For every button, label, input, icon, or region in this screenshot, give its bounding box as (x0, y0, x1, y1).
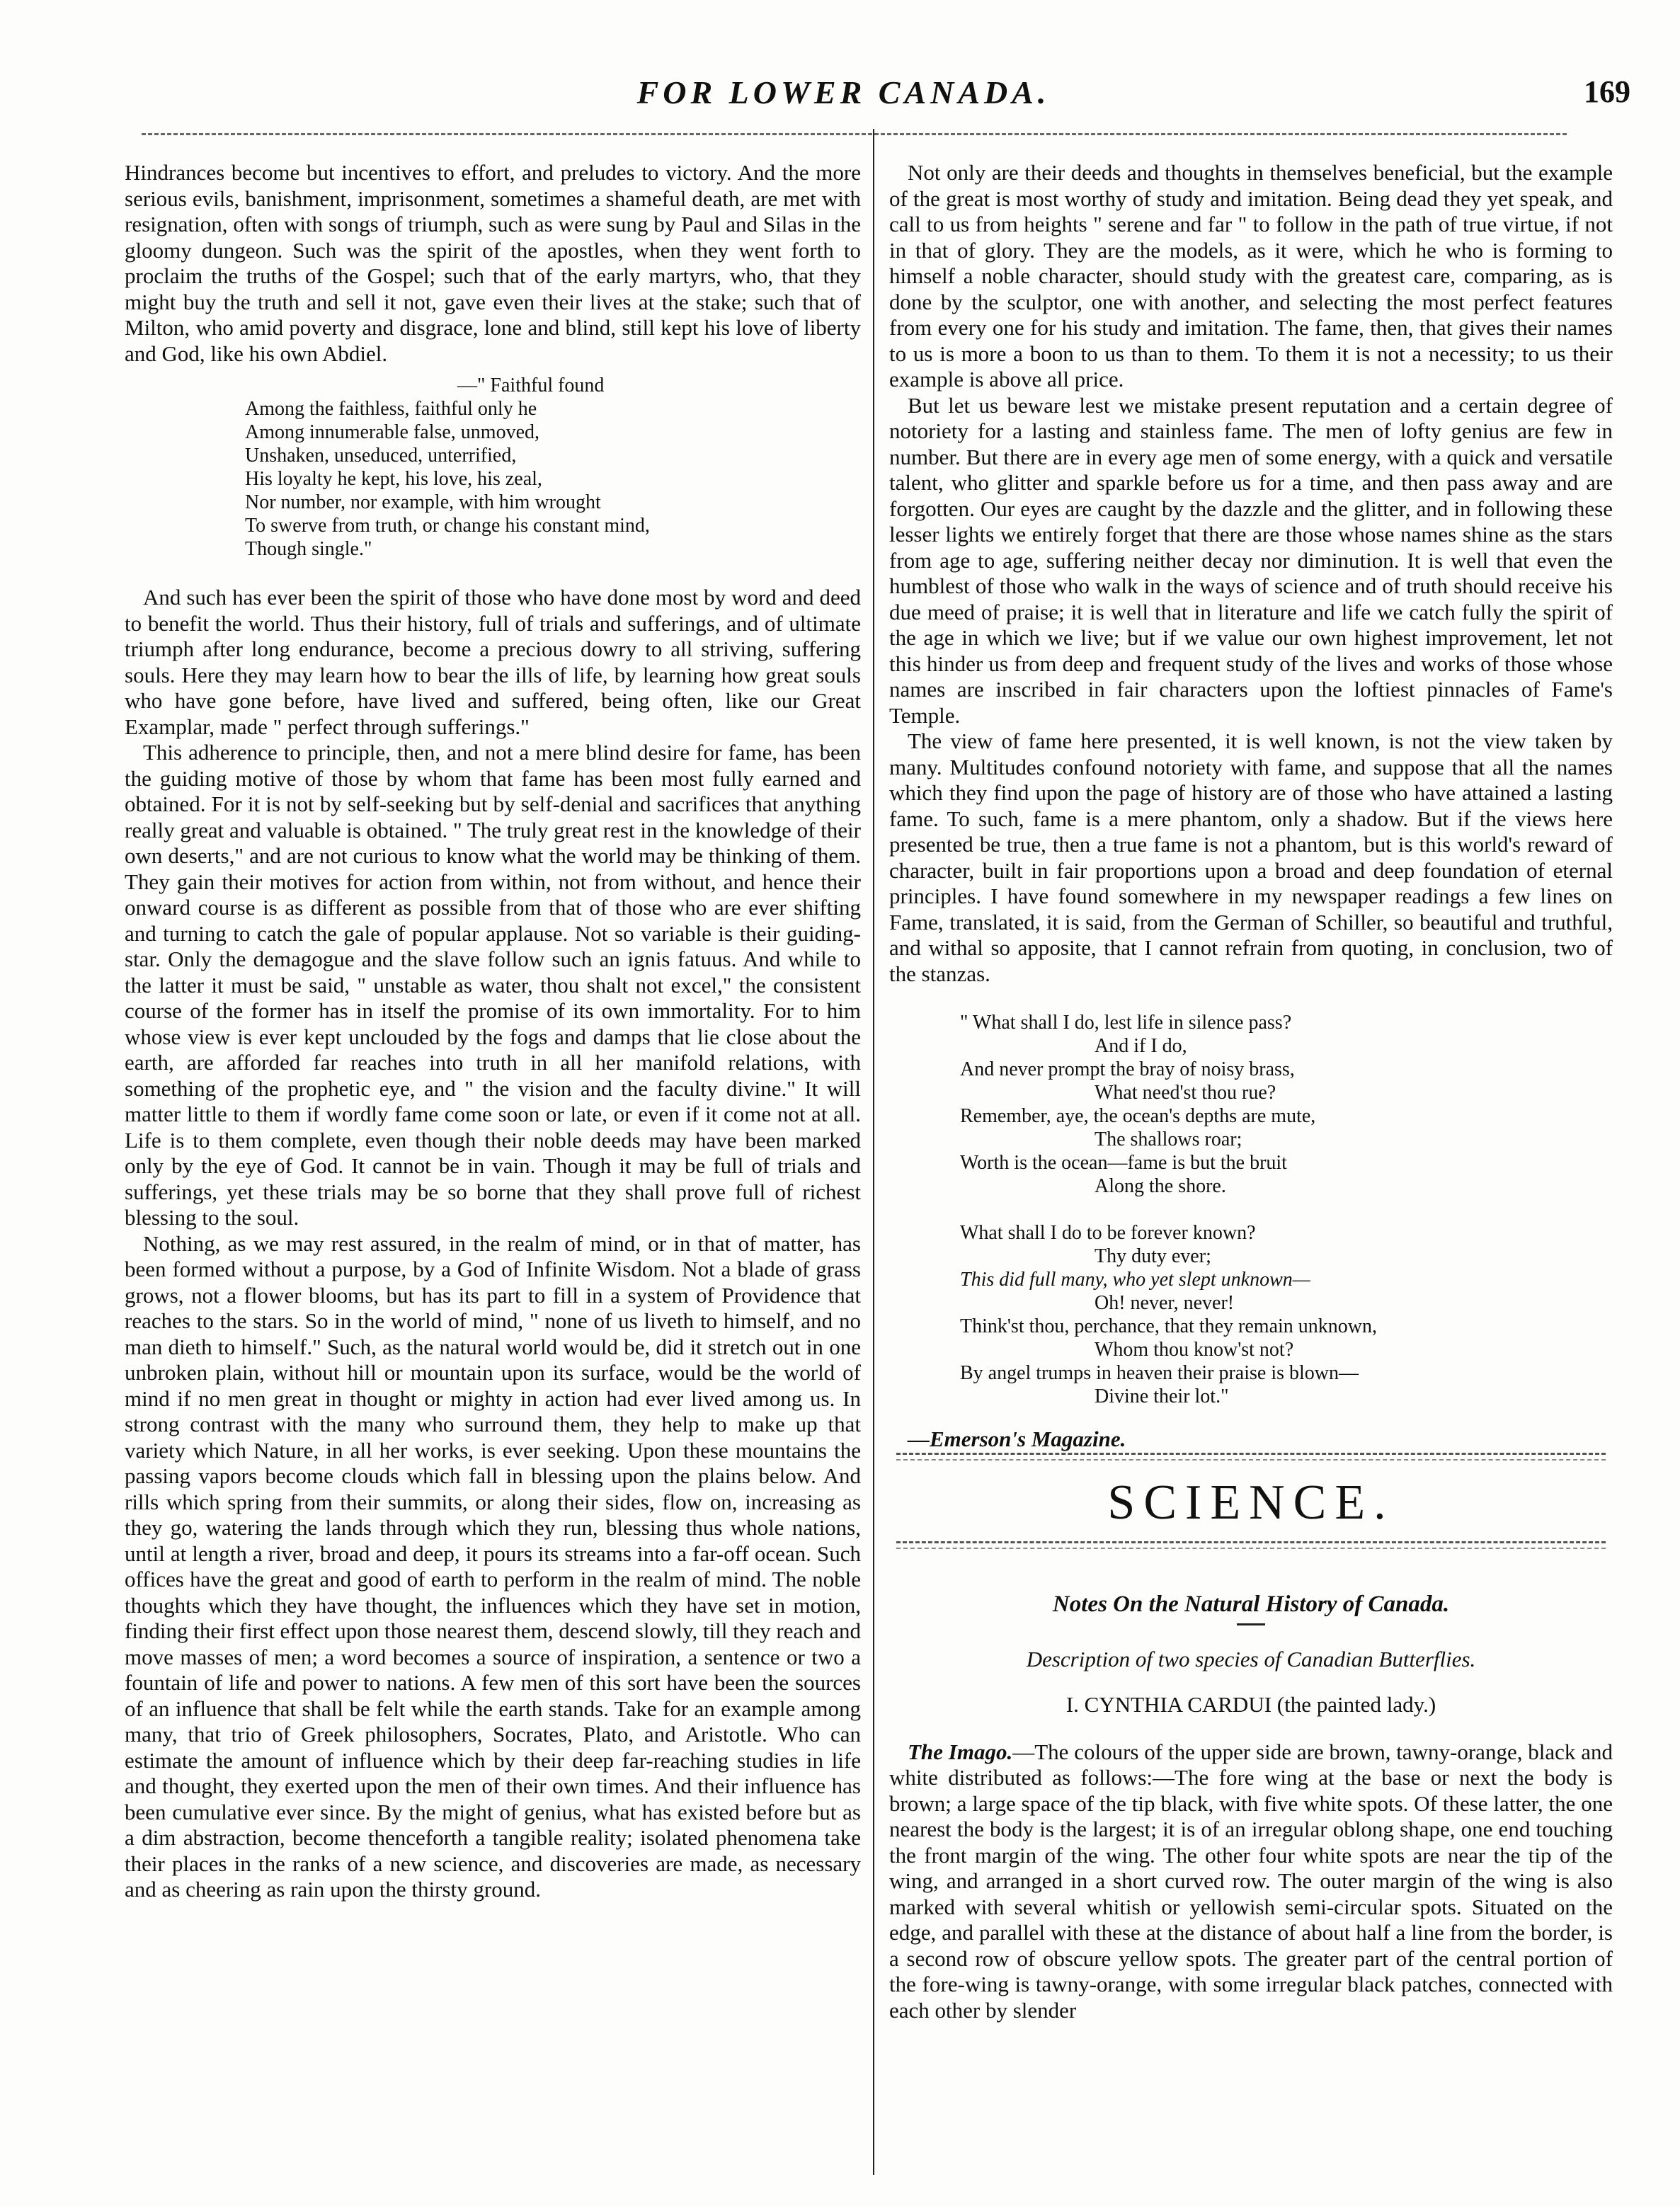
section-rule-bottom (896, 1541, 1606, 1549)
species-heading: I. CYNTHIA CARDUI (the painted lady.) (1065, 1692, 1436, 1717)
paragraph: But let us beware lest we mistake present reputation and a certain degree of notoriety for a lasting and stainless fame. The men of lofty genius are few in number. But there are in every age men of some energy, with a quick and versatile talent, who glitter and sparkle before us for a time, and then pass away and are forgotten. Our eyes are caught by the dazzle and the glitter, and in following these lesser lights we entirely forget that there are those whose names shine as the stars from age to age, suffering neither decay nor diminution. It is well that even the humblest of those who walk in the ways of science and of truth should receive his due meed of praise; it is well that in literature and life we catch fully the spirit of the age in which we live; but if we value our own highest improvement, let not this hinder us from deep and frequent study of the lives and works of those whose names are inscribed in fair characters upon the loftiest pinnacles of Fame's Temple. (889, 392, 1613, 728)
title-rule (1237, 1623, 1265, 1625)
running-title: FOR LOWER CANADA. (636, 74, 1051, 110)
poem-line: His loyalty he kept, his love, his zeal, (245, 468, 542, 490)
paragraph: Hindrances become but incentives to effort, and preludes to victory. And the more serious evils, banishment, imprisonment, sometimes a shameful death, are met with resignation, often with songs of triumph, such as were sung by Paul and Silas in the gloomy dungeon. Such was the spirit of the apostles, when they went forth to proclaim the truths of the Gospel; such that of the early martyrs, who, that they might buy the truth and sell it not, gave even their lives at the stake; such that of Milton, who amid poverty and disgrace, lone and blind, still kept his love of liberty and God, like his own Abdiel. (125, 160, 861, 366)
paragraph: And such has ever been the spirit of those who have done most by word and deed to benefit the world. Thus their history, full of trials and sufferings, and of ultimate triumph after long endurance, become a precious dowry to all striving, suffering souls. Here they may learn how to bear the ills of life, by learning how great souls who have gone before, have lived and suffered, being often, like our Great Examplar, made " perfect through sufferings." (125, 585, 861, 739)
poem-line: Though single." (245, 538, 372, 560)
paragraph: The view of fame here presented, it is well known, is not the view taken by many. Multitudes confound notoriety with fame, and suppose that all the names which they find upon the page of history are of those who have attained a lasting fame. To such, fame is a mere phantom, only a shadow. But if the views here presented be true, then a true fame is not a phantom, but is this world's reward of character, built in fair proportions upon a broad and deep foundation of eternal principles. I have found somewhere in my newspaper readings a few lines on Fame, translated, it is said, from the German of Schiller, so beautiful and truthful, and withal so apposite, that I cannot refrain from quoting, in conclusion, two of the stanzas. (889, 728, 1613, 986)
poem-line: Think'st thou, perchance, that they remain unknown, (960, 1315, 1377, 1337)
stanza-gap (960, 1198, 1613, 1221)
poem-line: Remember, aye, the ocean's depths are mute, (960, 1105, 1316, 1127)
poem-line: This did full many, who yet slept unknown— (960, 1269, 1310, 1291)
paragraph: Not only are their deeds and thoughts in themselves beneficial, but the example of the great is most worthy of study and imitation. Being dead they yet speak, and call to us from heights " serene and far " to follow in the path of true virtue, if not in that of glory. They are the models, as it were, which he who is forming to himself a noble character, should study with the greatest care, comparing, as is done by the sculptor, one with another, and selecting the most perfect features from every one for his study and imitation. The fame, then, that gives their names to us is more a boon to us than to them. To them it is not a necessity; to us their example is above all price. (889, 160, 1613, 392)
poem-line: Worth is the ocean—fame is but the bruit (960, 1152, 1287, 1174)
milton-quotation (245, 374, 861, 561)
poem-line: To swerve from truth, or change his constant mind, (245, 515, 650, 537)
poem-line: And if I do, (1095, 1035, 1187, 1057)
paragraph (889, 1739, 1613, 2024)
article-title: Notes On the Natural History of Canada. (1052, 1591, 1450, 1617)
page-number: 169 (1584, 74, 1630, 109)
poem-line: Nor number, nor example, with him wrought (245, 491, 601, 513)
poem-line: —" Faithful found (457, 375, 605, 396)
header-rule (142, 133, 1567, 135)
column-divider (873, 129, 874, 2175)
schiller-quotation (960, 1011, 1613, 1408)
poem-line: What need'st thou rue? (1095, 1082, 1276, 1104)
section-heading: SCIENCE. (1107, 1475, 1395, 1530)
poem-line: Thy duty ever; (1095, 1245, 1211, 1267)
poem-line: Among innumerable false, unmoved, (245, 421, 540, 443)
right-column (889, 160, 1613, 2023)
poem-line: Among the faithless, faithful only he (245, 398, 537, 420)
poem-line: By angel trumps in heaven their praise is blown— (960, 1362, 1359, 1384)
section-rule-top (896, 1453, 1606, 1461)
paragraph: Nothing, as we may rest assured, in the realm of mind, or in that of matter, has been formed without a purpose, by a God of Infinite Wisdom. Not a blade of grass grows, not a flower blooms, but has its part to fill in a system of Providence that reaches to the stars. So in the world of mind, " none of us liveth to himself, and no man dieth to himself." Such, as the natural world would be, did it stretch out in one unbroken plain, without hill or mountain upon its surface, would be the world of mind if no men great in thought or mighty in action had ever lived among us. In strong contrast with the many who surround them, they help to make up that variety which Nature, in all her works, is ever seeking. Upon these mountains the passing vapors become clouds which fall in blessing upon the plains below. And rills which spring from their summits, or along their sides, flow on, increasing as they go, watering the lands through which they run, blessing thus whole nations, until at length a river, broad and deep, it pours its streams into a far-off ocean. Such offices have the great and good of earth to perform in the realm of mind. The noble thoughts which they have thought, the influences which they have set in motion, finding their first effect upon those nearest them, descend slowly, till they reach and move masses of men; a word becomes a source of inspiration, a sentence or two a fountain of life and power to nations. A few men of this sort have been the sources of an influence that shall be felt while the earth stands. Take for an example among many, that trio of Greek philosophers, Socrates, Plato, and Aristotle. Who can estimate the amount of influence which by their deep far-reaching studies in life and thought, they exerted upon the men of their own times. And their influence has been cumulative ever since. By the might of genius, what has existed before but as a dim abstraction, become thenceforth a tangible reality; isolated phenomena take their places in the ranks of a new science, and discoveries are made, as necessary and as cheering as rain upon the thirsty ground. (125, 1230, 861, 1902)
page-header (57, 74, 1630, 123)
poem-line: And never prompt the bray of noisy brass, (960, 1058, 1295, 1080)
poem-line: " What shall I do, lest life in silence pass? (960, 1012, 1292, 1034)
poem-line: Divine their lot." (1095, 1385, 1229, 1407)
article-subtitle: Description of two species of Canadian Butterflies. (1026, 1646, 1476, 1671)
poem-line: Whom thou know'st not? (1095, 1339, 1294, 1361)
paragraph: This adherence to principle, then, and not a mere blind desire for fame, has been the guiding motive of those by whom that fame has been most fully earned and obtained. For it is not by self-seeking but by self-denial and sacrifices that anything really great and valuable is obtained. " The truly great rest in the knowledge of their own deserts," and are not curious to know what the world may be thinking of them. They gain their motives for action from within, not from without, and hence their onward course is as different as possible from that of those who are ever shifting and turning to catch the gale of popular applause. Not so variable is their guiding-star. Only the demagogue and the slave follow such an ignis fatuus. And while to the latter it must be said, " unstable as water, thou shalt not excel," the consistent course of the former has in itself the promise of its own immortality. For to him whose view is ever kept unclouded by the fogs and damps that lie close about the earth, are afforded far reaches into truth in all her manifold relations, with something of the prophetic eye, and " the vision and the faculty divine." It will matter little to them if wordly fame come soon or late, or even if it come not at all. Life is to them complete, even though their noble deeds may have been marked only by the eye of God. It cannot be in vain. Though it may be full of trials and sufferings, yet these trials may be so borne that they shall prove full of richest blessing to the soul. (125, 740, 861, 1230)
imago-text: —The colours of the upper side are brown, tawny-orange, black and white distributed as follows:—The fore wing at the base or next the body is brown; a large space of the tip black, with five white spots. Of these latter, the one nearest the body is the largest; it is of an irregular oblong shape, one end touching the front margin of the wing. The other four white spots are near the tip of the wing, and arranged in a short curved row. The outer margin of the wing is also marked with several whitish or yellowish semi-circular spots. Situated on the edge, and parallel with these at the distance of about half a line from the border, is a second row of obscure yellow spots. The greater part of the central portion of the fore-wing is tawny-orange, with some irregular black patches, connected with each other by slender (889, 1739, 1613, 2023)
poem-line: What shall I do to be forever known? (960, 1222, 1256, 1244)
quotation-attribution: —Emerson's Magazine. (908, 1427, 1126, 1451)
poem-line: Oh! never, never! (1095, 1292, 1235, 1314)
left-column (125, 160, 861, 1903)
imago-lead: The Imago. (908, 1739, 1013, 1764)
poem-line: The shallows roar; (1095, 1128, 1242, 1150)
poem-line: Along the shore. (1095, 1175, 1226, 1197)
poem-line: Unshaken, unseduced, unterrified, (245, 445, 517, 467)
